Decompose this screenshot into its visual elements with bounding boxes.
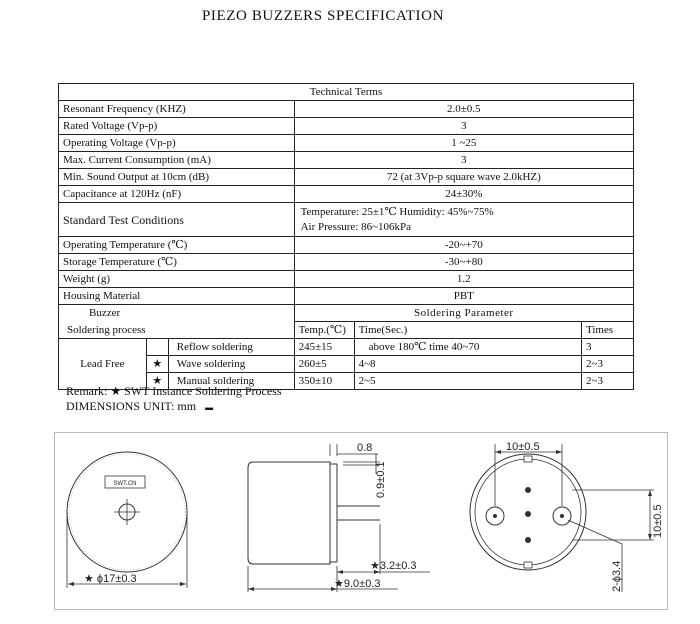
- soldering-temp: 260±5: [294, 356, 354, 373]
- arrow-icon: [68, 582, 74, 586]
- front-diameter: ★ ϕ17±0.3: [84, 573, 137, 585]
- row-label: Capacitance at 120Hz (nF): [59, 186, 295, 203]
- side-body: [248, 462, 330, 564]
- page-title: PIEZO BUZZERS SPECIFICATION: [201, 8, 445, 24]
- side-top-dim: 0.8: [357, 442, 373, 454]
- key-notch: [524, 562, 532, 568]
- table-row: [59, 169, 634, 186]
- arrow-icon: [648, 490, 652, 496]
- star-icon: ★: [146, 356, 168, 373]
- front-label: SWT.CN: [113, 481, 137, 487]
- soldering-method: Wave soldering: [168, 356, 294, 373]
- soldering-temp: 245±15: [294, 339, 354, 356]
- pin-dot: [560, 514, 564, 518]
- mark-icon: ▬: [205, 403, 214, 412]
- row-label: Resonant Frequency (KHZ): [59, 101, 295, 118]
- row-label: Operating Voltage (Vp-p): [59, 135, 295, 152]
- row-value: [294, 203, 633, 237]
- soldering-time: 4~8: [354, 356, 581, 373]
- bottom-top-dim: 10±0.5: [506, 441, 540, 453]
- center-dot-top: [525, 487, 531, 493]
- soldering-times: 3: [582, 339, 634, 356]
- dimensions-text: DIMENSIONS UNIT: mm: [66, 399, 197, 413]
- star-icon: ★: [146, 373, 168, 390]
- pin-dot: [493, 514, 497, 518]
- arrow-icon: [495, 450, 501, 454]
- side-vertical-dim: 0.9±0.1: [375, 461, 387, 498]
- row-label: Standard Test Conditions: [59, 203, 295, 237]
- row-value: 3: [294, 118, 633, 135]
- table-row: [59, 254, 634, 271]
- col-time: Time(Sec.): [354, 322, 581, 339]
- row-value: PBT: [294, 288, 633, 305]
- bottom-view: [470, 441, 664, 592]
- table-row: [59, 101, 634, 118]
- soldering-times: 2~3: [582, 373, 634, 390]
- side-pin-dim: ★3.2±0.3: [370, 560, 417, 572]
- soldering-method: Manual soldering: [168, 373, 294, 390]
- arrow-icon: [337, 570, 343, 574]
- side-view: [248, 442, 430, 592]
- arrow-icon: [180, 582, 186, 586]
- spec-table: [58, 83, 634, 390]
- buzzer-label: Buzzer: [59, 305, 295, 322]
- standard-line-2: Air Pressure: 86~106kPa: [300, 220, 412, 233]
- soldering-method: Reflow soldering: [168, 339, 294, 356]
- soldering-times: 2~3: [582, 356, 634, 373]
- table-row: [59, 135, 634, 152]
- bottom-holes-dim: 2-ϕ3.4: [611, 560, 623, 592]
- soldering-time: 2~5: [354, 373, 581, 390]
- table-row: [59, 305, 634, 322]
- col-temp: Temp.(℃): [294, 322, 354, 339]
- row-value: 3: [294, 152, 633, 169]
- table-row: [59, 237, 634, 254]
- table-header: Technical Terms: [59, 84, 634, 101]
- row-value: 2.0±0.5: [294, 101, 633, 118]
- table-row: [59, 322, 634, 339]
- row-label: Storage Temperature (℃): [59, 254, 295, 271]
- table-row: [59, 271, 634, 288]
- row-label: Min. Sound Output at 10cm (dB): [59, 169, 295, 186]
- side-width-dim: ★9.0±0.3: [334, 578, 381, 590]
- row-label: Rated Voltage (Vp-p): [59, 118, 295, 135]
- lead-free-label: Lead Free: [59, 339, 147, 390]
- soldering-time: above 180℃ time 40~70: [354, 339, 581, 356]
- soldering-parameter-label: Soldering Parameter: [294, 305, 633, 322]
- standard-line-1: Temperature: 25±1℃ Humidity: 45%~75%: [300, 205, 494, 218]
- leader-line: [568, 520, 622, 544]
- dimensions-heading: [66, 399, 213, 415]
- dimension-drawings: [54, 432, 666, 610]
- soldering-process-label: Soldering process: [59, 322, 295, 339]
- table-row: [59, 339, 634, 356]
- table-row: [59, 288, 634, 305]
- table-row: [59, 118, 634, 135]
- table-row: [59, 203, 634, 237]
- row-label: Housing Material: [59, 288, 295, 305]
- row-value: 24±30%: [294, 186, 633, 203]
- soldering-temp: 350±10: [294, 373, 354, 390]
- row-value: 1 ~25: [294, 135, 633, 152]
- bottom-right-dim: 10±0.5: [652, 504, 664, 538]
- remark-text: Remark: ★ SWT Instance Soldering Process: [66, 384, 282, 398]
- front-view: [67, 452, 187, 588]
- row-value: 72 (at 3Vp-p square wave 2.0kHZ): [294, 169, 633, 186]
- table-row: [59, 186, 634, 203]
- row-label: Operating Temperature (℃): [59, 237, 295, 254]
- center-dot-mid: [525, 511, 531, 517]
- row-value: -20~+70: [294, 237, 633, 254]
- center-dot-bottom: [525, 537, 531, 543]
- row-label: Weight (g): [59, 271, 295, 288]
- col-times: Times: [582, 322, 634, 339]
- arrow-icon: [248, 587, 254, 591]
- key-notch: [524, 456, 532, 462]
- row-label: Max. Current Consumption (mA): [59, 152, 295, 169]
- row-value: -30~+80: [294, 254, 633, 271]
- table-row: [59, 152, 634, 169]
- row-value: 1.2: [294, 271, 633, 288]
- star-icon: [146, 339, 168, 356]
- arrow-icon: [556, 450, 562, 454]
